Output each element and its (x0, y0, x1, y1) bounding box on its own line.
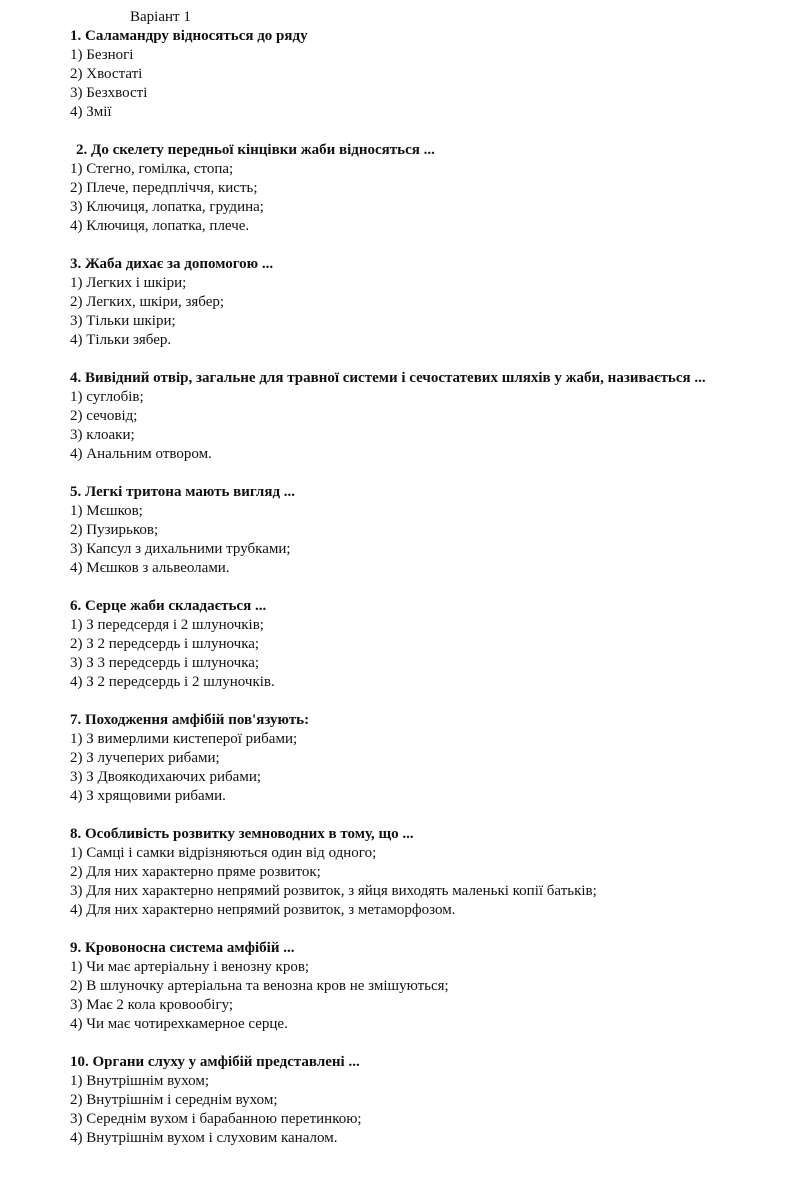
answer-option: 4) Внутрішнім вухом і слуховим каналом. (70, 1130, 338, 1146)
question-title: 2. До скелету передньої кінцівки жаби відносяться ... (76, 142, 435, 158)
answer-option: 3) Для них характерно непрямий розвиток, з яйця виходять маленькі копії батьків; (70, 883, 597, 899)
answer-option: 3) З 3 передсердь і шлуночка; (70, 655, 260, 671)
question-title: 3. Жаба дихає за допомогою ... (70, 256, 274, 272)
answer-option: 3) Середнім вухом і барабанною перетинкою; (70, 1111, 362, 1127)
question-title: 9. Кровоносна система амфібій ... (70, 940, 295, 956)
question-2 (70, 141, 790, 236)
answer-option: 4) Тільки зябер. (70, 332, 172, 348)
question-6 (70, 597, 790, 692)
answer-option: 2) Внутрішнім і середнім вухом; (70, 1092, 278, 1108)
question-title: 1. Саламандру відносяться до ряду (70, 28, 308, 44)
answer-option: 1) Самці і самки відрізняються один від одного; (70, 845, 377, 861)
question-title: 8. Особливість розвитку земноводних в тому, що ... (70, 826, 414, 842)
answer-option: 4) Для них характерно непрямий розвиток, з метаморфозом. (70, 902, 456, 918)
answer-option: 4) Анальним отвором. (70, 446, 212, 462)
answer-option: 1) З передсердя і 2 шлуночків; (70, 617, 264, 633)
answer-option: 3) Має 2 кола кровообігу; (70, 997, 234, 1013)
question-10 (70, 1053, 790, 1148)
question-title: 7. Походження амфібій пов'язують: (70, 712, 310, 728)
answer-option: 3) клоаки; (70, 427, 135, 443)
variant-title: Варіант 1 (130, 9, 191, 25)
question-3 (70, 255, 790, 350)
answer-option: 2) Легких, шкіри, зябер; (70, 294, 225, 310)
answer-option: 2) Хвостаті (70, 66, 143, 82)
question-1 (70, 27, 790, 122)
answer-option: 1) суглобів; (70, 389, 144, 405)
question-8 (70, 825, 790, 920)
answer-option: 2) сечовід; (70, 408, 138, 424)
answer-option: 1) З вимерлими кистеперої рибами; (70, 731, 298, 747)
answer-option: 4) З хрящовими рибами. (70, 788, 226, 804)
answer-option: 1) Чи має артеріальну і венозну кров; (70, 959, 310, 975)
question-title: 6. Серце жаби складається ... (70, 598, 267, 614)
question-4 (70, 369, 790, 464)
answer-option: 4) З 2 передсердь і 2 шлуночків. (70, 674, 275, 690)
answer-option: 4) Мєшков з альвеолами. (70, 560, 230, 576)
answer-option: 3) З Двоякодихаючих рибами; (70, 769, 262, 785)
answer-option: 2) З лучеперих рибами; (70, 750, 220, 766)
answer-option: 1) Легких і шкіри; (70, 275, 187, 291)
answer-option: 2) Плече, передпліччя, кисть; (70, 180, 258, 196)
answer-option: 1) Безногі (70, 47, 134, 63)
answer-option: 1) Стегно, гомілка, стопа; (70, 161, 234, 177)
question-title: 5. Легкі тритона мають вигляд ... (70, 484, 296, 500)
question-9 (70, 939, 790, 1034)
answer-option: 1) Мєшков; (70, 503, 143, 519)
answer-option: 4) Змії (70, 104, 112, 120)
answer-option: 2) В шлуночку артеріальна та венозна кров не змішуються; (70, 978, 449, 994)
answer-option: 2) Для них характерно пряме розвиток; (70, 864, 321, 880)
answer-option: 4) Чи має чотирехкамерное серце. (70, 1016, 288, 1032)
question-title: 4. Вивідний отвір, загальне для травної системи і сечостатевих шляхів у жаби, називається ... (70, 370, 706, 386)
answer-option: 4) Ключиця, лопатка, плече. (70, 218, 250, 234)
question-title: 10. Органи слуху у амфібій представлені ... (70, 1054, 360, 1070)
answer-option: 2) Пузирьков; (70, 522, 159, 538)
answer-option: 3) Тільки шкіри; (70, 313, 176, 329)
answer-option: 2) З 2 передсердь і шлуночка; (70, 636, 260, 652)
question-5 (70, 483, 790, 578)
answer-option: 3) Ключиця, лопатка, грудина; (70, 199, 264, 215)
test-page (70, 8, 790, 1148)
answer-option: 1) Внутрішнім вухом; (70, 1073, 210, 1089)
answer-option: 3) Безхвості (70, 85, 148, 101)
question-7 (70, 711, 790, 806)
answer-option: 3) Капсул з дихальними трубками; (70, 541, 291, 557)
